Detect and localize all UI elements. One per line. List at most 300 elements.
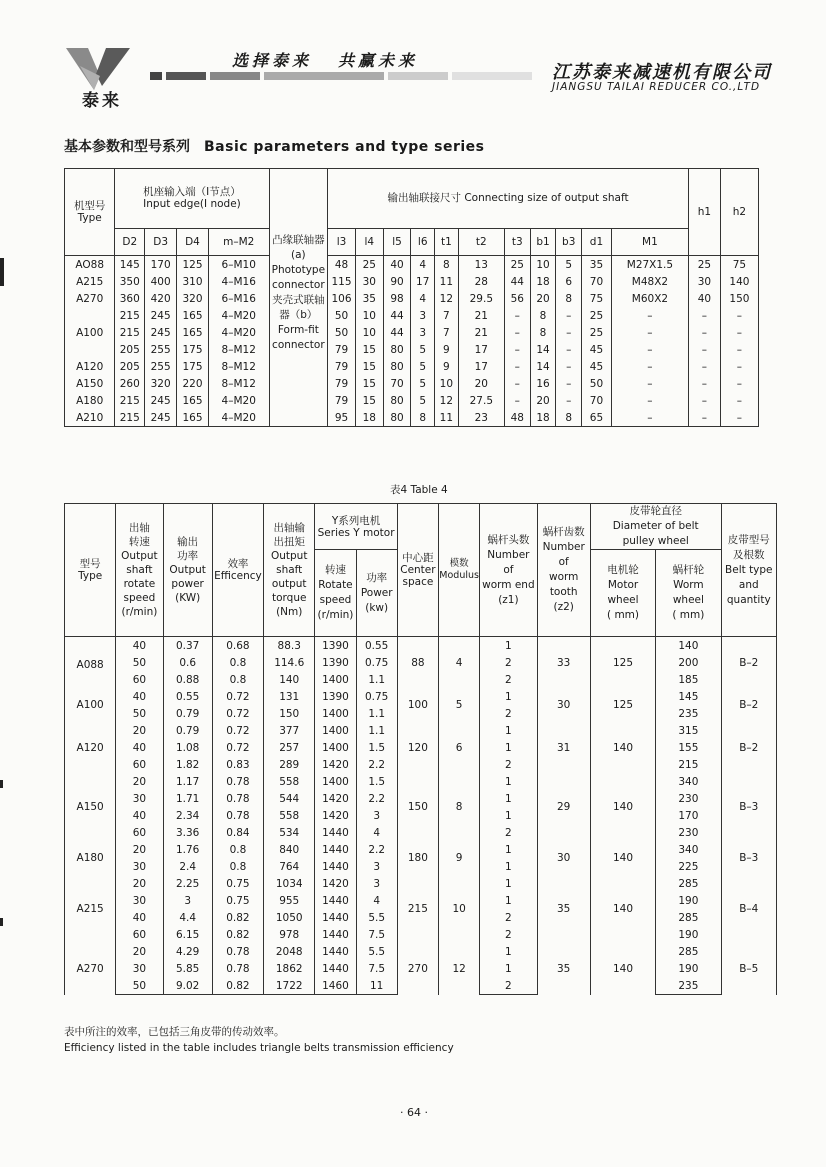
value-cell: 6 <box>556 273 582 290</box>
value-cell: 27.5 <box>458 392 504 409</box>
value-cell: – <box>611 409 688 427</box>
value-cell: 60 <box>116 756 163 773</box>
value-cell: 80 <box>383 409 411 427</box>
value-cell: 10 <box>530 256 556 274</box>
table-row <box>65 688 777 705</box>
value-cell: M27X1.5 <box>611 256 688 274</box>
column-header: M1 <box>611 228 688 255</box>
value-cell: 4.29 <box>163 943 212 960</box>
value-cell: 0.72 <box>212 688 263 705</box>
table-caption: 表4 Table 4 <box>390 484 448 496</box>
value-cell: 4 <box>411 256 435 274</box>
type-cell <box>65 341 115 358</box>
value-cell: 40 <box>116 637 163 655</box>
column-header: l6 <box>411 228 435 255</box>
value-cell: 9 <box>435 358 459 375</box>
header-line: Modulus <box>439 570 479 581</box>
value-cell: 18 <box>530 273 556 290</box>
value-cell: 50 <box>328 307 356 324</box>
value-cell: – <box>504 358 530 375</box>
value-cell: 4–M20 <box>208 392 269 409</box>
value-cell: 5.5 <box>356 909 397 926</box>
value-cell: 30 <box>116 892 163 909</box>
modulus-cell: 4 <box>439 637 480 689</box>
type-cell: A180 <box>65 841 116 875</box>
coupling-header <box>269 169 328 427</box>
value-cell: 1440 <box>315 858 356 875</box>
value-cell: 13 <box>458 256 504 274</box>
value-cell: 0.88 <box>163 671 212 688</box>
value-cell: 20 <box>116 722 163 739</box>
value-cell: 255 <box>145 358 177 375</box>
value-cell: – <box>720 358 758 375</box>
value-cell: 245 <box>145 392 177 409</box>
value-cell: 18 <box>355 409 383 427</box>
value-cell: 20 <box>116 773 163 790</box>
value-cell: 98 <box>383 290 411 307</box>
worm-end-cell: 1 <box>480 841 537 858</box>
worm-wheel-cell: 140 <box>656 637 721 655</box>
table-row <box>65 341 759 358</box>
value-cell: – <box>504 375 530 392</box>
table-row <box>65 637 777 655</box>
value-cell: 320 <box>177 290 209 307</box>
value-cell: 1400 <box>315 739 356 756</box>
worm-end-cell: 1 <box>480 722 537 739</box>
worm-wheel-cell: 285 <box>656 943 721 960</box>
value-cell: – <box>720 307 758 324</box>
column-header: t3 <box>504 228 530 255</box>
value-cell: – <box>556 358 582 375</box>
value-cell: 0.72 <box>212 722 263 739</box>
value-cell: 6–M16 <box>208 290 269 307</box>
value-cell: 289 <box>264 756 315 773</box>
value-cell: 45 <box>582 358 612 375</box>
value-cell: – <box>720 324 758 341</box>
header-line: 及根数 <box>733 548 765 561</box>
worm-end-cell: 1 <box>480 892 537 909</box>
value-cell: 88.3 <box>264 637 315 655</box>
value-cell: 8 <box>556 409 582 427</box>
value-cell: 3 <box>356 875 397 892</box>
value-cell: 764 <box>264 858 315 875</box>
value-cell: 25 <box>582 324 612 341</box>
value-cell: 131 <box>264 688 315 705</box>
value-cell: 245 <box>145 409 177 427</box>
table-row <box>65 375 759 392</box>
column-header: D4 <box>177 228 209 255</box>
value-cell: 215 <box>115 409 145 427</box>
worm-end-cell: 2 <box>480 671 537 688</box>
value-cell: 17 <box>458 358 504 375</box>
value-cell: 215 <box>115 307 145 324</box>
value-cell: 8 <box>435 256 459 274</box>
value-cell: 40 <box>383 256 411 274</box>
table-header-row <box>65 504 777 550</box>
worm-wheel-cell: 340 <box>656 841 721 858</box>
worm-wheel-cell: 190 <box>656 960 721 977</box>
header-line: 机型号 <box>73 200 106 212</box>
value-cell: 1.1 <box>356 705 397 722</box>
header-line: 皮带轮直径 <box>629 505 682 517</box>
value-cell: – <box>504 307 530 324</box>
type-cell: A150 <box>65 375 115 392</box>
header-line: 蜗杆轮 <box>672 564 705 576</box>
value-cell: 20 <box>530 392 556 409</box>
value-cell: 79 <box>328 392 356 409</box>
header-line: 出轴 <box>128 522 150 534</box>
worm-wheel-cell: 215 <box>656 756 721 773</box>
value-cell: 1390 <box>315 654 356 671</box>
column-header: l4 <box>355 228 383 255</box>
value-cell: 840 <box>264 841 315 858</box>
worm-end-cell: 1 <box>480 688 537 705</box>
value-cell: 79 <box>328 375 356 392</box>
value-cell: 40 <box>116 807 163 824</box>
value-cell: 4–M20 <box>208 409 269 427</box>
value-cell: 2.34 <box>163 807 212 824</box>
type-cell: A180 <box>65 392 115 409</box>
value-cell: 310 <box>177 273 209 290</box>
value-cell: 50 <box>582 375 612 392</box>
table-row <box>65 773 777 790</box>
worm-end-cell: 1 <box>480 773 537 790</box>
value-cell: 1390 <box>315 688 356 705</box>
value-cell: 90 <box>383 273 411 290</box>
value-cell: – <box>720 409 758 427</box>
value-cell: 3 <box>411 324 435 341</box>
modulus-cell: 10 <box>439 875 480 943</box>
worm-wheel-cell: 285 <box>656 909 721 926</box>
value-cell: 5 <box>411 358 435 375</box>
center-space-cell: 100 <box>397 688 438 722</box>
value-cell: 3 <box>356 858 397 875</box>
value-cell: 70 <box>582 273 612 290</box>
type-cell <box>65 307 115 324</box>
type-header <box>65 504 116 637</box>
value-cell: 0.79 <box>163 722 212 739</box>
header-line: shaft <box>276 564 303 576</box>
value-cell: 8 <box>556 290 582 307</box>
value-cell: 175 <box>177 358 209 375</box>
value-cell: 29.5 <box>458 290 504 307</box>
header-line: 转速 <box>324 564 346 576</box>
value-cell: 1390 <box>315 637 356 655</box>
column-header: b3 <box>556 228 582 255</box>
value-cell: 6–M10 <box>208 256 269 274</box>
header-line: speed <box>319 594 352 606</box>
output-torque-header <box>264 504 315 637</box>
column-header: D2 <box>115 228 145 255</box>
value-cell: 17 <box>458 341 504 358</box>
value-cell: 215 <box>115 392 145 409</box>
table-row <box>65 409 759 427</box>
table-row <box>65 307 759 324</box>
header-line: 模数 <box>449 558 469 569</box>
value-cell: 4.4 <box>163 909 212 926</box>
worm-tooth-cell: 33 <box>537 637 590 689</box>
value-cell: 60 <box>116 926 163 943</box>
value-cell: 0.75 <box>212 875 263 892</box>
value-cell: 175 <box>177 341 209 358</box>
value-cell: 1440 <box>315 943 356 960</box>
value-cell: 4 <box>411 290 435 307</box>
value-cell: 1440 <box>315 892 356 909</box>
value-cell: 955 <box>264 892 315 909</box>
header-line: Output <box>121 550 158 562</box>
value-cell: 40 <box>116 688 163 705</box>
binding-mark <box>0 780 3 788</box>
type-cell: A120 <box>65 722 116 773</box>
value-cell: – <box>688 324 720 341</box>
center-space-cell: 180 <box>397 841 438 875</box>
value-cell: 0.6 <box>163 654 212 671</box>
value-cell: 80 <box>383 341 411 358</box>
worm-wheel-cell: 225 <box>656 858 721 875</box>
value-cell: – <box>720 392 758 409</box>
section-title-en: Basic parameters and type series <box>204 139 485 155</box>
value-cell: 1400 <box>315 671 356 688</box>
value-cell: – <box>688 392 720 409</box>
value-cell: 1.1 <box>356 722 397 739</box>
worm-wheel-cell: 185 <box>656 671 721 688</box>
header-line: Type <box>77 212 102 224</box>
value-cell: 1440 <box>315 926 356 943</box>
value-cell: 205 <box>115 358 145 375</box>
output-speed-header <box>116 504 163 637</box>
value-cell: 3 <box>411 307 435 324</box>
belt-type-cell: B–5 <box>721 943 776 995</box>
value-cell: 25 <box>582 307 612 324</box>
worm-end-cell: 1 <box>480 858 537 875</box>
value-cell: 1420 <box>315 875 356 892</box>
value-cell: 11 <box>356 977 397 995</box>
motor-wheel-header <box>590 550 655 637</box>
type-cell: A270 <box>65 943 116 995</box>
header-line: Belt type <box>725 563 773 576</box>
header-line: worm end <box>482 578 535 591</box>
motor-wheel-cell: 140 <box>590 722 655 773</box>
worm-end-header <box>480 504 537 637</box>
center-space-cell: 215 <box>397 875 438 943</box>
motor-wheel-cell: 125 <box>590 688 655 722</box>
table-row <box>65 943 777 960</box>
type-cell: A210 <box>65 409 115 427</box>
value-cell: – <box>556 324 582 341</box>
worm-wheel-header <box>656 550 721 637</box>
value-cell: 2.2 <box>356 790 397 807</box>
value-cell: 0.78 <box>212 943 263 960</box>
column-header: t1 <box>435 228 459 255</box>
value-cell: 9.02 <box>163 977 212 995</box>
value-cell: 1420 <box>315 807 356 824</box>
header-line: Input edge(I node) <box>143 198 241 211</box>
type-cell: A215 <box>65 273 115 290</box>
modulus-cell: 9 <box>439 841 480 875</box>
header-line: (KW) <box>175 592 201 604</box>
slogan-part: 选择泰来 <box>232 51 313 70</box>
header-line: Output <box>169 564 206 576</box>
value-cell: 2.2 <box>356 841 397 858</box>
header-line: 效率 <box>227 558 249 570</box>
value-cell: 65 <box>582 409 612 427</box>
header-line: 蜗杆头数 <box>487 533 530 546</box>
worm-wheel-cell: 285 <box>656 875 721 892</box>
header-line: of <box>558 556 569 568</box>
value-cell: 2.25 <box>163 875 212 892</box>
value-cell: 10 <box>355 307 383 324</box>
value-cell: 5 <box>556 256 582 274</box>
value-cell: 9 <box>435 341 459 358</box>
value-cell: 30 <box>355 273 383 290</box>
worm-wheel-cell: 315 <box>656 722 721 739</box>
value-cell: 25 <box>355 256 383 274</box>
value-cell: 0.55 <box>356 637 397 655</box>
value-cell: 1.5 <box>356 773 397 790</box>
value-cell: 14 <box>530 341 556 358</box>
value-cell: 50 <box>116 654 163 671</box>
value-cell: 17 <box>411 273 435 290</box>
series-y-motor-header <box>315 504 397 550</box>
value-cell: – <box>504 324 530 341</box>
value-cell: – <box>556 307 582 324</box>
belt-type-cell: B–2 <box>721 688 776 722</box>
belt-type-cell: B–4 <box>721 875 776 943</box>
value-cell: 150 <box>720 290 758 307</box>
value-cell: 260 <box>115 375 145 392</box>
note-en: Efficiency listed in the table includes triangle belts transmission efficiency <box>64 1042 454 1054</box>
value-cell: 0.8 <box>212 654 263 671</box>
value-cell: 20 <box>116 943 163 960</box>
value-cell: 28 <box>458 273 504 290</box>
value-cell: 70 <box>383 375 411 392</box>
table-row <box>65 392 759 409</box>
worm-wheel-cell: 235 <box>656 705 721 722</box>
value-cell: 40 <box>116 739 163 756</box>
output-power-header <box>163 504 212 637</box>
value-cell: 170 <box>145 256 177 274</box>
header-line: 功率 <box>177 550 199 562</box>
table-row <box>65 722 777 739</box>
worm-end-cell: 1 <box>480 739 537 756</box>
worm-end-cell: 1 <box>480 943 537 960</box>
value-cell: 21 <box>458 324 504 341</box>
value-cell: 7.5 <box>356 960 397 977</box>
value-cell: 534 <box>264 824 315 841</box>
header-line: (z2) <box>553 601 574 613</box>
header-line: (Nm) <box>276 606 303 618</box>
value-cell: 1.08 <box>163 739 212 756</box>
worm-tooth-cell: 30 <box>537 841 590 875</box>
header-line: of <box>503 563 514 576</box>
value-cell: 0.55 <box>163 688 212 705</box>
value-cell: 377 <box>264 722 315 739</box>
value-cell: 1420 <box>315 756 356 773</box>
header-line: worm <box>549 571 579 583</box>
value-cell: 0.8 <box>212 841 263 858</box>
header-line: Output <box>270 550 308 562</box>
value-cell: 50 <box>328 324 356 341</box>
value-cell: M60X2 <box>611 290 688 307</box>
value-cell: 18 <box>530 409 556 427</box>
value-cell: 220 <box>177 375 209 392</box>
value-cell: 30 <box>116 858 163 875</box>
column-header: l5 <box>383 228 411 255</box>
value-cell: 25 <box>504 256 530 274</box>
type-cell: A270 <box>65 290 115 307</box>
value-cell: 21 <box>458 307 504 324</box>
value-cell: 15 <box>355 375 383 392</box>
value-cell: 11 <box>435 409 459 427</box>
value-cell: – <box>720 341 758 358</box>
value-cell: 1862 <box>264 960 315 977</box>
belt-type-cell: B–3 <box>721 841 776 875</box>
worm-end-cell: 1 <box>480 875 537 892</box>
worm-tooth-cell: 31 <box>537 722 590 773</box>
header-line: torque <box>271 592 307 604</box>
motor-wheel-cell: 125 <box>590 637 655 689</box>
input-edge-header <box>115 169 269 229</box>
value-cell: 48 <box>328 256 356 274</box>
value-cell: 0.82 <box>212 909 263 926</box>
header-line: ( mm) <box>607 609 640 621</box>
value-cell: M48X2 <box>611 273 688 290</box>
worm-wheel-cell: 230 <box>656 824 721 841</box>
value-cell: 30 <box>116 790 163 807</box>
type-cell: AO88 <box>65 256 115 274</box>
worm-end-cell: 1 <box>480 637 537 655</box>
value-cell: 1.71 <box>163 790 212 807</box>
value-cell: 75 <box>720 256 758 274</box>
value-cell: 7 <box>435 307 459 324</box>
section-title <box>64 136 485 156</box>
value-cell: 1400 <box>315 705 356 722</box>
value-cell: 7 <box>435 324 459 341</box>
worm-wheel-cell: 200 <box>656 654 721 671</box>
motor-wheel-cell: 140 <box>590 841 655 875</box>
type-cell: A150 <box>65 773 116 841</box>
worm-tooth-cell: 30 <box>537 688 590 722</box>
value-cell: 1.76 <box>163 841 212 858</box>
table-row <box>65 358 759 375</box>
column-header: t2 <box>458 228 504 255</box>
table-row <box>65 256 759 274</box>
header-line: space <box>402 576 434 588</box>
modulus-cell: 6 <box>439 722 480 773</box>
h2-header: h2 <box>720 169 758 256</box>
value-cell: 40 <box>116 909 163 926</box>
header-line: Y系列电机 <box>331 514 381 527</box>
value-cell: 165 <box>177 324 209 341</box>
value-cell: – <box>611 392 688 409</box>
value-cell: – <box>688 358 720 375</box>
value-cell: 558 <box>264 807 315 824</box>
value-cell: 15 <box>355 341 383 358</box>
header-line: 型号 <box>79 558 101 570</box>
value-cell: – <box>556 392 582 409</box>
column-header: l3 <box>328 228 356 255</box>
header-line: 凸缘联轴器(a) <box>272 234 325 261</box>
value-cell: 1440 <box>315 909 356 926</box>
value-cell: 12 <box>435 392 459 409</box>
value-cell: 8–M12 <box>208 358 269 375</box>
worm-end-cell: 2 <box>480 824 537 841</box>
worm-wheel-cell: 190 <box>656 926 721 943</box>
header-line: 中心距 <box>402 552 434 564</box>
value-cell: 0.72 <box>212 739 263 756</box>
binding-mark <box>0 258 4 286</box>
belt-type-header <box>721 504 776 637</box>
